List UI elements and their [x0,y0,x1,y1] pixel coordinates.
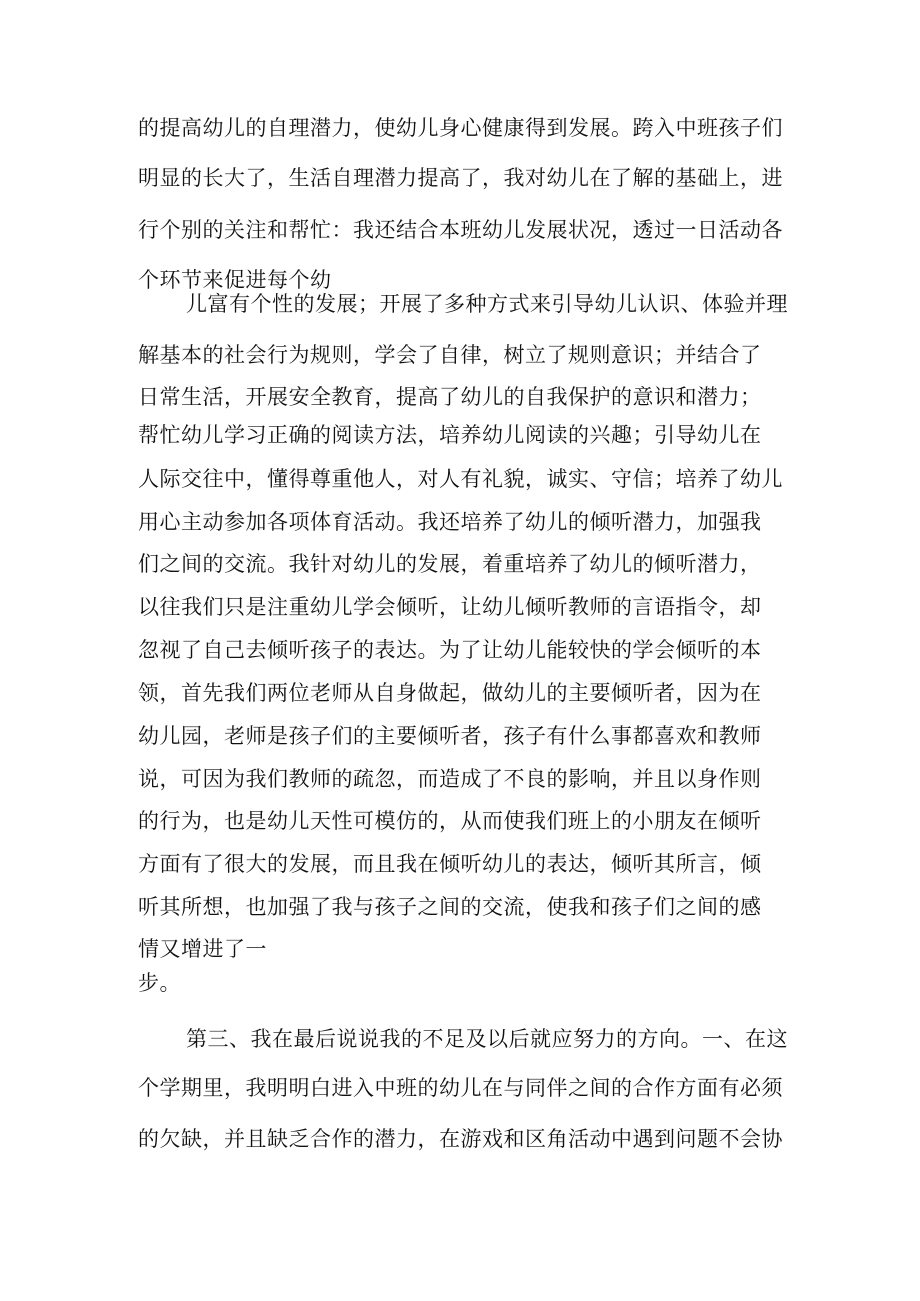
text-line: 的欠缺，并且缺乏合作的潜力，在游戏和区角活动中遇到问题不会协 [138,1127,783,1151]
text-line: 幼儿园，老师是孩子们的主要倾听者，孩子有什么事都喜欢和教师 [138,724,762,748]
text-line: 领，首先我们两位老师从自身做起，做幼儿的主要倾听者，因为在 [138,681,762,705]
text-line: 说，可因为我们教师的疏忽，而造成了不良的影响，并且以身作则 [138,767,762,791]
text-line: 的提高幼儿的自理潜力，使幼儿身心健康得到发展。跨入中班孩子们 [138,116,783,140]
text-line: 第三、我在最后说说我的不足及以后就应努力的方向。一、在这 [186,1027,788,1051]
text-line: 以往我们只是注重幼儿学会倾听，让幼儿倾听教师的言语指令，却 [138,595,762,619]
text-line: 们之间的交流。我针对幼儿的发展，着重培养了幼儿的倾听潜力， [138,552,762,576]
text-line: 明显的长大了，生活自理潜力提高了，我对幼儿在了解的基础上，进 [138,166,783,190]
text-line: 帮忙幼儿学习正确的阅读方法，培养幼儿阅读的兴趣；引导幼儿在 [138,423,762,447]
text-line: 个学期里，我明明白进入中班的幼儿在与同伴之间的合作方面有必须 [138,1076,783,1100]
text-line: 用心主动参加各项体育活动。我还培养了幼儿的倾听潜力，加强我 [138,510,762,534]
text-line: 的行为，也是幼儿天性可模仿的，从而使我们班上的小朋友在倾听 [138,809,762,833]
text-line: 日常生活，开展安全教育，提高了幼儿的自我保护的意识和潜力； [138,385,762,409]
text-line: 方面有了很大的发展，而且我在倾听幼儿的表达，倾听其所言，倾 [138,852,762,876]
text-line: 个环节来促进每个幼 [138,268,332,292]
text-line: 听其所想，也加强了我与孩子之间的交流，使我和孩子们之间的感 [138,895,762,919]
text-line: 忽视了自己去倾听孩子的表达。为了让幼儿能较快的学会倾听的本 [138,638,762,662]
text-line: 行个别的关注和帮忙：我还结合本班幼儿发展状况，透过一日活动各 [138,218,783,242]
text-line: 解基本的社会行为规则，学会了自律，树立了规则意识；并结合了 [138,343,762,367]
text-line: 人际交往中，懂得尊重他人，对人有礼貌，诚实、守信；培养了幼儿 [138,467,783,491]
text-line: 情又增进了一 [138,937,267,961]
text-line: 儿富有个性的发展；开展了多种方式来引导幼儿认识、体验并理 [186,292,788,316]
text-line: 步。 [138,971,181,995]
